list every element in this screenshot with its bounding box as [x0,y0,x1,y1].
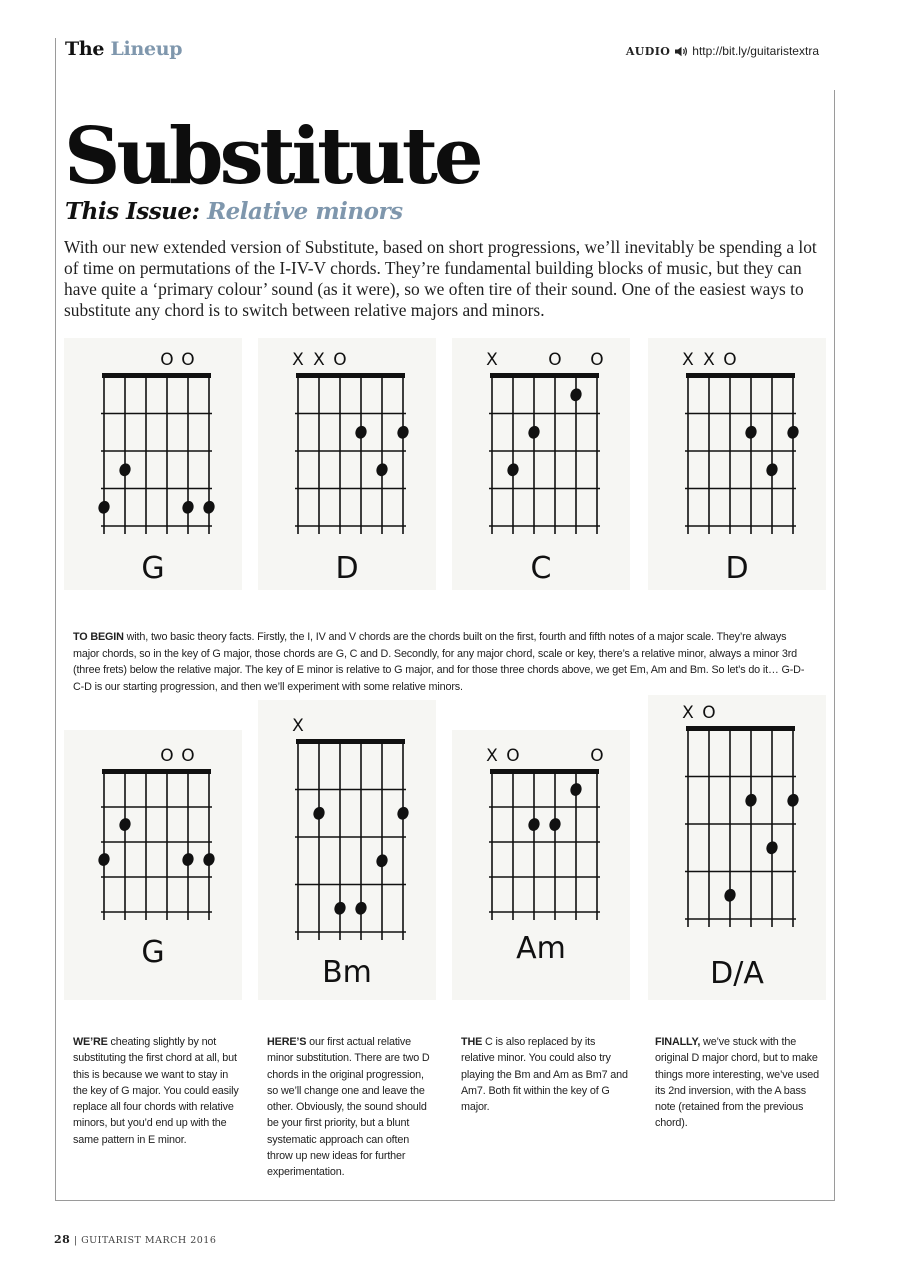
footer-issue: MARCH 2016 [144,1235,217,1246]
open-string-marker: O [160,350,174,370]
body-lead: TO BEGIN [73,631,124,643]
nut [490,373,599,378]
chord-diagram-bm [258,700,436,1000]
open-string-marker: O [160,746,174,766]
open-string-marker: O [333,350,347,370]
chord-name-label: D/A [710,956,764,991]
finger-dot [765,462,780,478]
finger-dot [396,805,411,821]
nut [296,739,405,744]
open-string-marker: O [590,350,604,370]
muted-string-marker: X [292,350,304,370]
chord-svg [648,338,826,590]
chord-diagram-am [452,730,630,1000]
finger-dot [786,792,801,808]
finger-dot [97,499,112,515]
footer-separator: | [73,1235,78,1246]
open-string-marker: O [548,350,562,370]
finger-dot [118,817,133,833]
intro-paragraph: With our new extended version of Substitute, based on short progressions, we’ll inevitably be spending a lot of time on permutations of the I-IV-V chords. They’re fundamental building blocks of music, but they can have quite a ‘primary colour’ sound (as it were), so we often tire of their sound. One of the easiest ways to substitute any chord is to switch between relative majors and minors. [64,237,817,320]
caption-4 [655,1034,823,1132]
finger-dot [548,817,563,833]
finger-dot [396,424,411,440]
caption-1 [73,1034,241,1148]
caption-2-text: our first actual relative minor substitution. There are two D chords in the original progression, so we’ll change one and leave the other. Obviously, the sound should be your first priority, but a blunt systematic approach can often throw up new ideas for further experimentation. [267,1036,430,1179]
finger-dot [354,900,369,916]
muted-string-marker: X [486,746,498,766]
muted-string-marker: X [292,716,304,736]
finger-dot [181,852,196,868]
finger-dot [765,840,780,856]
audio-link[interactable] [626,44,819,58]
chord-name-label: D [335,551,359,586]
chord-diagram-d-over-a [648,695,826,1000]
nut [296,373,405,378]
nut [686,373,795,378]
chord-name-label: G [141,551,165,586]
muted-string-marker: X [703,350,715,370]
body-text: with, two basic theory facts. Firstly, the I, IV and V chords are the chords built on the first, fourth and fifth notes of a major scale. They’re always major chords, so in the key of G major, those chords are G, C and D. Secondly, for any major chord, scale or key, there’s a relative minor, always a minor 3rd (three frets) below the relative major. The key of E minor is relative to G major, and for those three chords above, we get Em, Am and Bm. So let’s do it… G-D-C-D is our starting progression, and then we’ll experiment with some relative minors. [73,631,805,693]
finger-dot [202,499,217,515]
subtitle [65,198,403,225]
chord-svg [648,695,826,1000]
section-label [65,38,182,60]
finger-dot [181,499,196,515]
speaker-icon [674,46,688,57]
finger-dot [354,424,369,440]
chord-svg [258,700,436,1000]
chord-diagram-d-repeat [648,338,826,590]
chord-svg [64,338,242,590]
open-string-marker: O [506,746,520,766]
caption-1-lead: WE’RE [73,1036,108,1048]
chord-svg [64,730,242,1000]
finger-dot [723,887,738,903]
chord-name-label: Bm [322,955,372,990]
section-label-word2: Lineup [110,38,183,60]
caption-2-lead: HERE’S [267,1036,307,1048]
frame-rule-bottom [55,1200,835,1201]
finger-dot [527,817,542,833]
caption-3-lead: THE [461,1036,483,1048]
caption-2 [267,1034,435,1181]
finger-dot [744,792,759,808]
open-string-marker: O [181,350,195,370]
body-paragraph [73,629,808,695]
muted-string-marker: X [486,350,498,370]
finger-dot [569,387,584,403]
frame-rule-right [834,90,835,1200]
finger-dot [527,424,542,440]
audio-label: AUDIO [625,44,671,58]
chord-diagram-c [452,338,630,590]
caption-4-lead: FINALLY, [655,1036,701,1048]
chord-name-label: G [141,935,165,970]
chord-name-label: Am [516,931,566,966]
finger-dot [312,805,327,821]
finger-dot [744,424,759,440]
page-footer [54,1233,216,1246]
chord-diagram-g-second [64,730,242,1000]
chord-diagram-g [64,338,242,590]
finger-dot [97,852,112,868]
muted-string-marker: X [313,350,325,370]
finger-dot [569,782,584,798]
finger-dot [375,853,390,869]
chord-svg [452,730,630,1000]
finger-dot [202,852,217,868]
chord-svg [258,338,436,590]
caption-4-text: we’ve stuck with the original D major chord, but to make things more interesting, we’ve used its 2nd inversion, with the A bass note (retained from the previous chord). [655,1036,819,1130]
caption-3 [461,1034,629,1115]
subtitle-prefix: This Issue: [65,198,200,225]
nut [102,769,211,774]
open-string-marker: O [590,746,604,766]
finger-dot [506,462,521,478]
caption-3-text: C is also replaced by its relative minor. You could also try playing the Bm and Am as Bm7 and Am7. Both fit within the key of G major. [461,1036,628,1114]
nut [102,373,211,378]
muted-string-marker: X [682,350,694,370]
open-string-marker: O [702,703,716,723]
open-string-marker: O [723,350,737,370]
section-label-word1: The [65,38,105,60]
subtitle-topic: Relative minors [207,198,403,225]
finger-dot [333,900,348,916]
audio-url[interactable]: http://bit.ly/guitaristextra [692,44,819,58]
finger-dot [786,424,801,440]
chord-svg [452,338,630,590]
open-string-marker: O [181,746,195,766]
finger-dot [118,462,133,478]
caption-1-text: cheating slightly by not substituting the first chord at all, but this is because we want to stay in the key of G major. You could easily replace all four chords with relative minors, but you’d end up with the same pattern in E minor. [73,1036,239,1146]
finger-dot [375,462,390,478]
chord-diagram-d [258,338,436,590]
page-title: Substitute [64,111,480,202]
page-number: 28 [54,1233,71,1246]
nut [490,769,599,774]
chord-name-label: C [530,551,552,586]
frame-rule-left [55,38,56,1200]
muted-string-marker: X [682,703,694,723]
chord-name-label: D [725,551,749,586]
nut [686,726,795,731]
footer-magazine: GUITARIST [81,1235,142,1246]
